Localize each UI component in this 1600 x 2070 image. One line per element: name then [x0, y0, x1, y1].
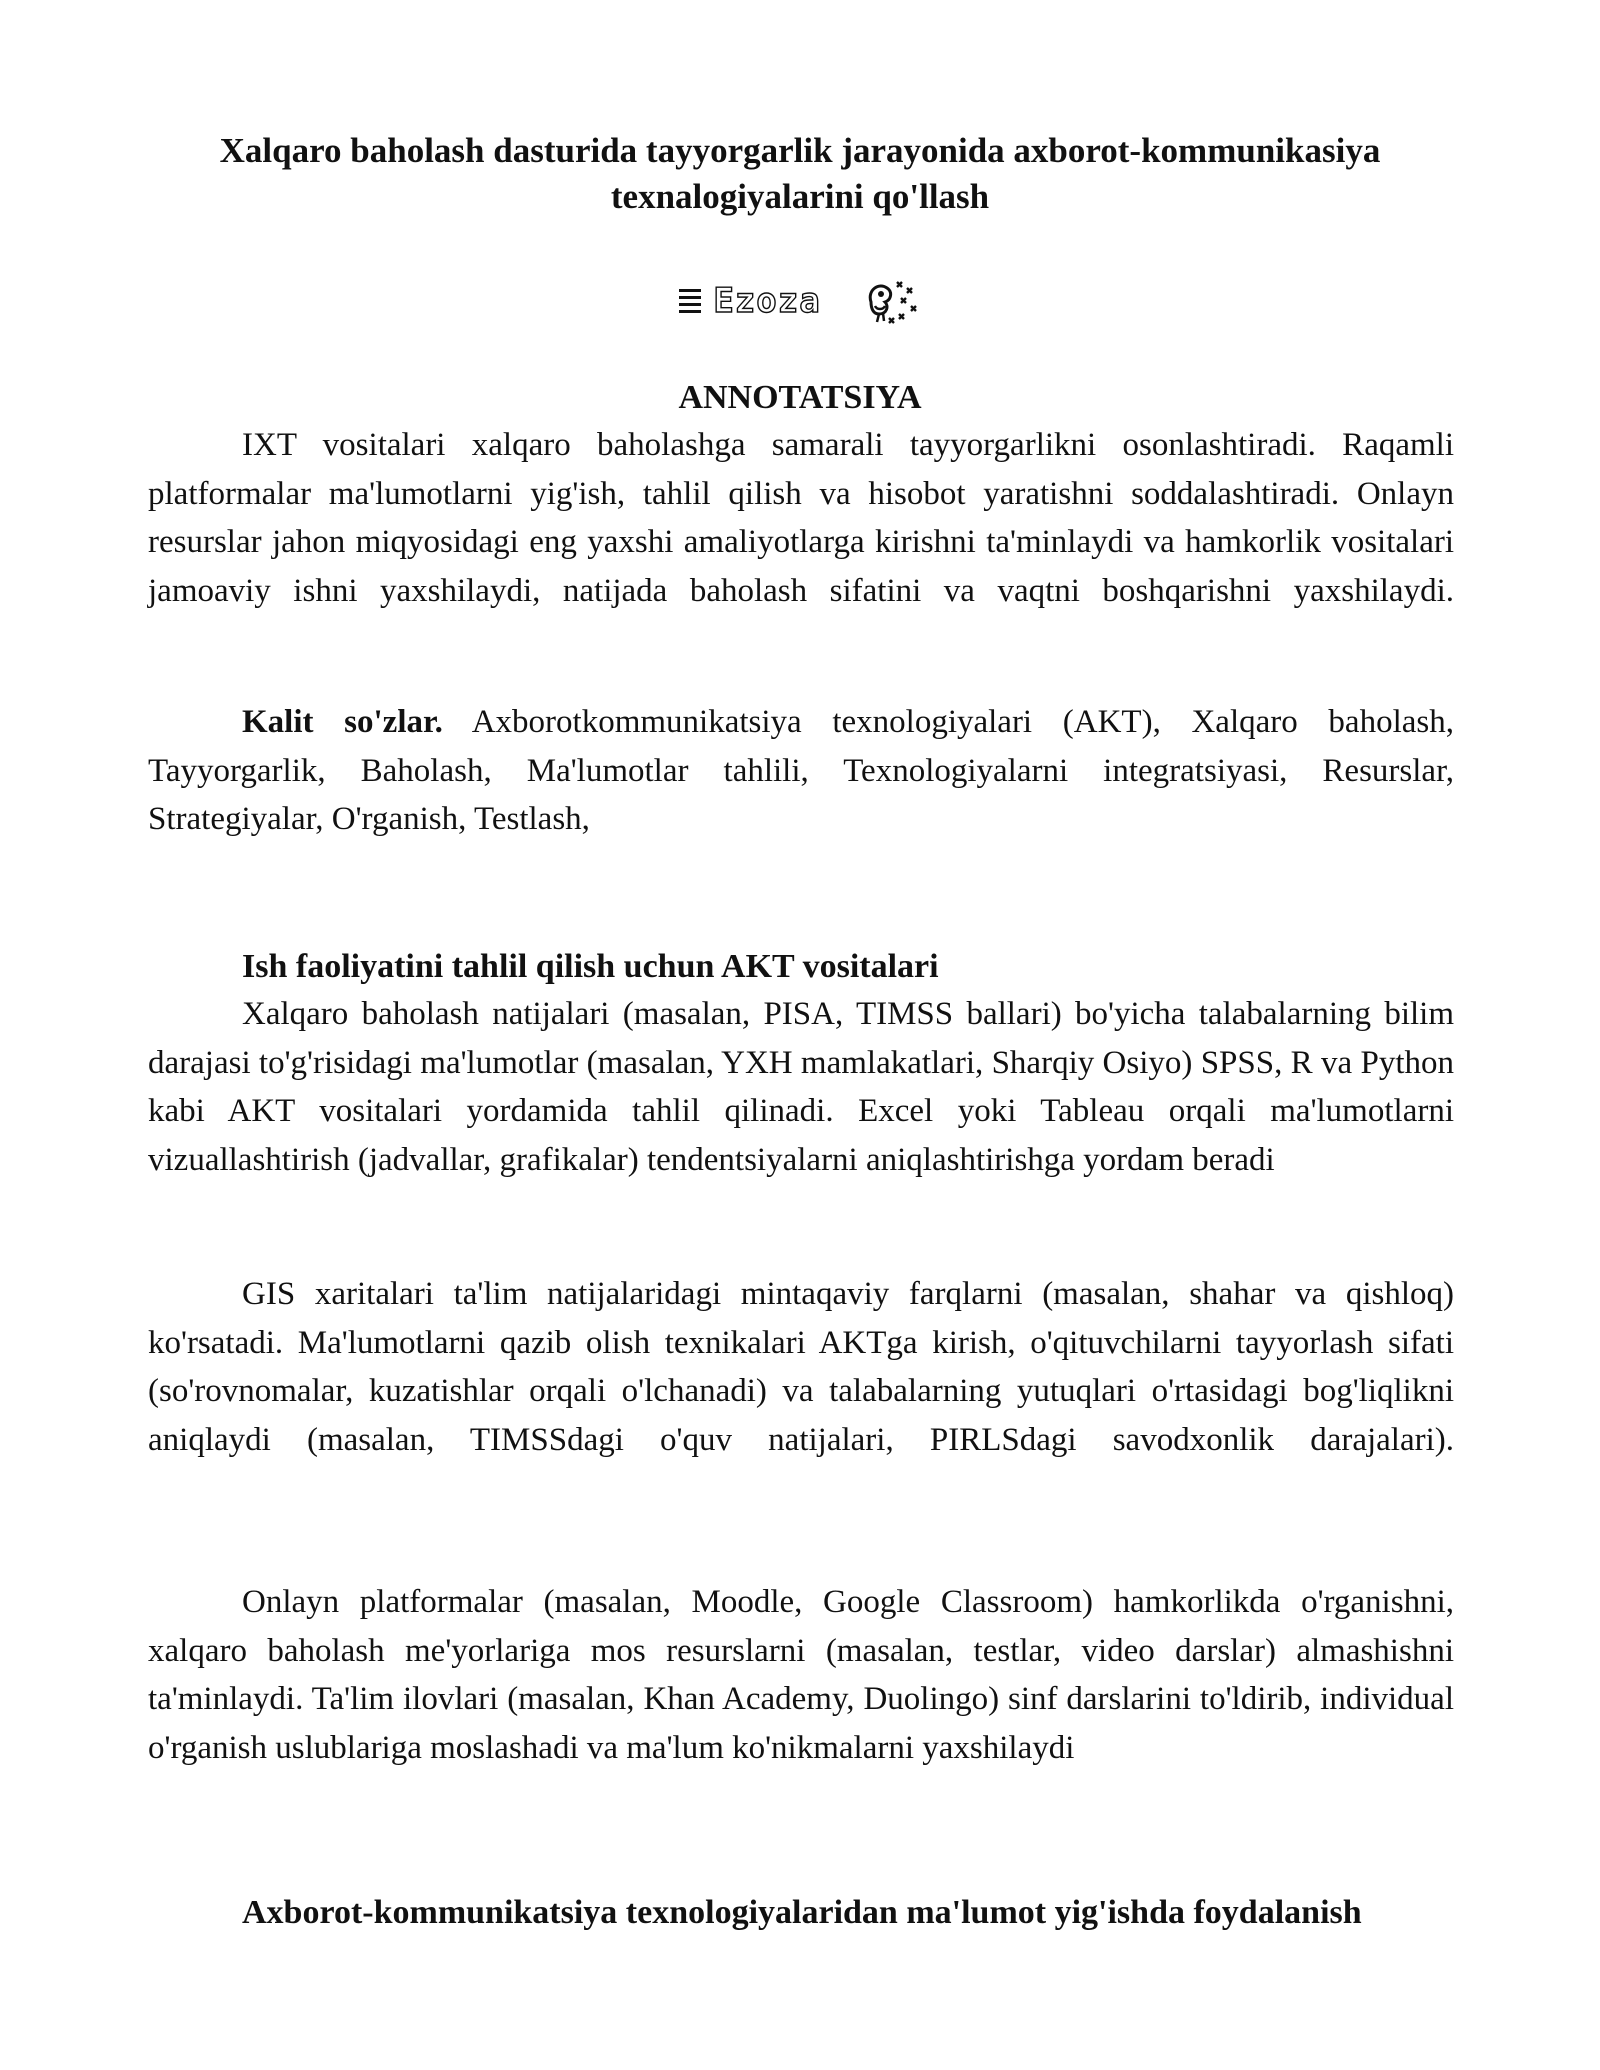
section1-heading: Ish faoliyatini tahlil qilish uchun AKT vositalari — [242, 948, 939, 985]
logo-brand: Ezoza — [713, 281, 821, 321]
document-title — [140, 128, 1460, 220]
title-line-2: texnalogiyalarini qo'llash — [610, 177, 990, 216]
section1-paragraph-3 — [148, 1578, 1454, 1772]
section1-paragraph-2 — [148, 1270, 1454, 1464]
annotation-heading: ANNOTATSIYA — [678, 379, 922, 416]
section1-paragraph-1 — [148, 990, 1454, 1184]
keywords-label: Kalit so'zlar. — [242, 704, 443, 740]
annotation-text: IXT vositalari xalqaro baholashga samarali tayyorgarlikni osonlashtiradi. Raqamli platformalar ma'lumotlarni yig'ish, tahlil qilish va hisobot yaratishni soddalashtiradi. Onlayn resurslar jahon miqyosidagi eng yaxshi amaliyotlarga kirishni ta'minlaydi va hamkorlik vositalari jamoaviy ishni yaxshilaydi, natijada baholash sifatini va vaqtni boshqarishni yaxshilaydi. — [148, 427, 1454, 609]
keywords-text: Axborotkommunikatsiya texnologiyalari (AKT), Xalqaro baholash, Tayyorgarlik, Baholash, Ma'lumotlar tahlili, Texnologiyalarni integratsiyasi, Resurslar, Strategiyalar, O'rganish, Testlash, — [148, 704, 1454, 837]
section2-heading: Axborot-kommunikatsiya texnologiyalaridan ma'lumot yig'ishda foydalanish — [242, 1894, 1362, 1931]
menu-lines-icon — [679, 289, 701, 313]
section1-p1-text: Xalqaro baholash natijalari (masalan, PISA, TIMSS ballari) bo'yicha talabalarning bilim darajasi to'g'risidagi ma'lumotlar (masalan, YXH mamlakatlari, Sharqiy Osiyo) SPSS, R va Python kabi AKT vositalari yordamida tahlil qilinadi. Excel yoki Tableau orqali ma'lumotlarni vizuallashtirish (jadvallar, grafikalar) tendentsiyalarni aniqlashtirishga yordam beradi — [148, 996, 1454, 1178]
author-logo — [0, 276, 1600, 326]
section1-p2-text: GIS xaritalari ta'lim natijalaridagi mintaqaviy farqlarni (masalan, shahar va qishloq) ko'rsatadi. Ma'lumotlarni qazib olish texnikalari AKTga kirish, o'qituvchilarni tayyorlash sifati (so'rovnomalar, kuzatishlar orqali o'lchanadi) va talabalarning yutuqlari o'rtasidagi bog'liqlikni aniqlaydi (masalan, TIMSSdagi o'quv natijalari, PIRLSdagi savodxonlik darajalari). — [148, 1276, 1454, 1458]
parrot-emblem-icon — [857, 276, 921, 326]
title-line-1: Xalqaro baholash dasturida tayyorgarlik jarayonida axborot-kommunikasiya — [219, 131, 1381, 170]
annotation-paragraph — [148, 421, 1454, 615]
section1-p3-text: Onlayn platformalar (masalan, Moodle, Google Classroom) hamkorlikda o'rganishni, xalqaro baholash me'yorlariga mos resurslarni (masalan, testlar, video darslar) almashishni ta'minlaydi. Ta'lim ilovlari (masalan, Khan Academy, Duolingo) sinf darslarini to'ldirib, individual o'rganish uslublariga moslashadi va ma'lum ko'nikmalarni yaxshilaydi — [148, 1584, 1454, 1766]
keywords-paragraph — [148, 698, 1454, 844]
